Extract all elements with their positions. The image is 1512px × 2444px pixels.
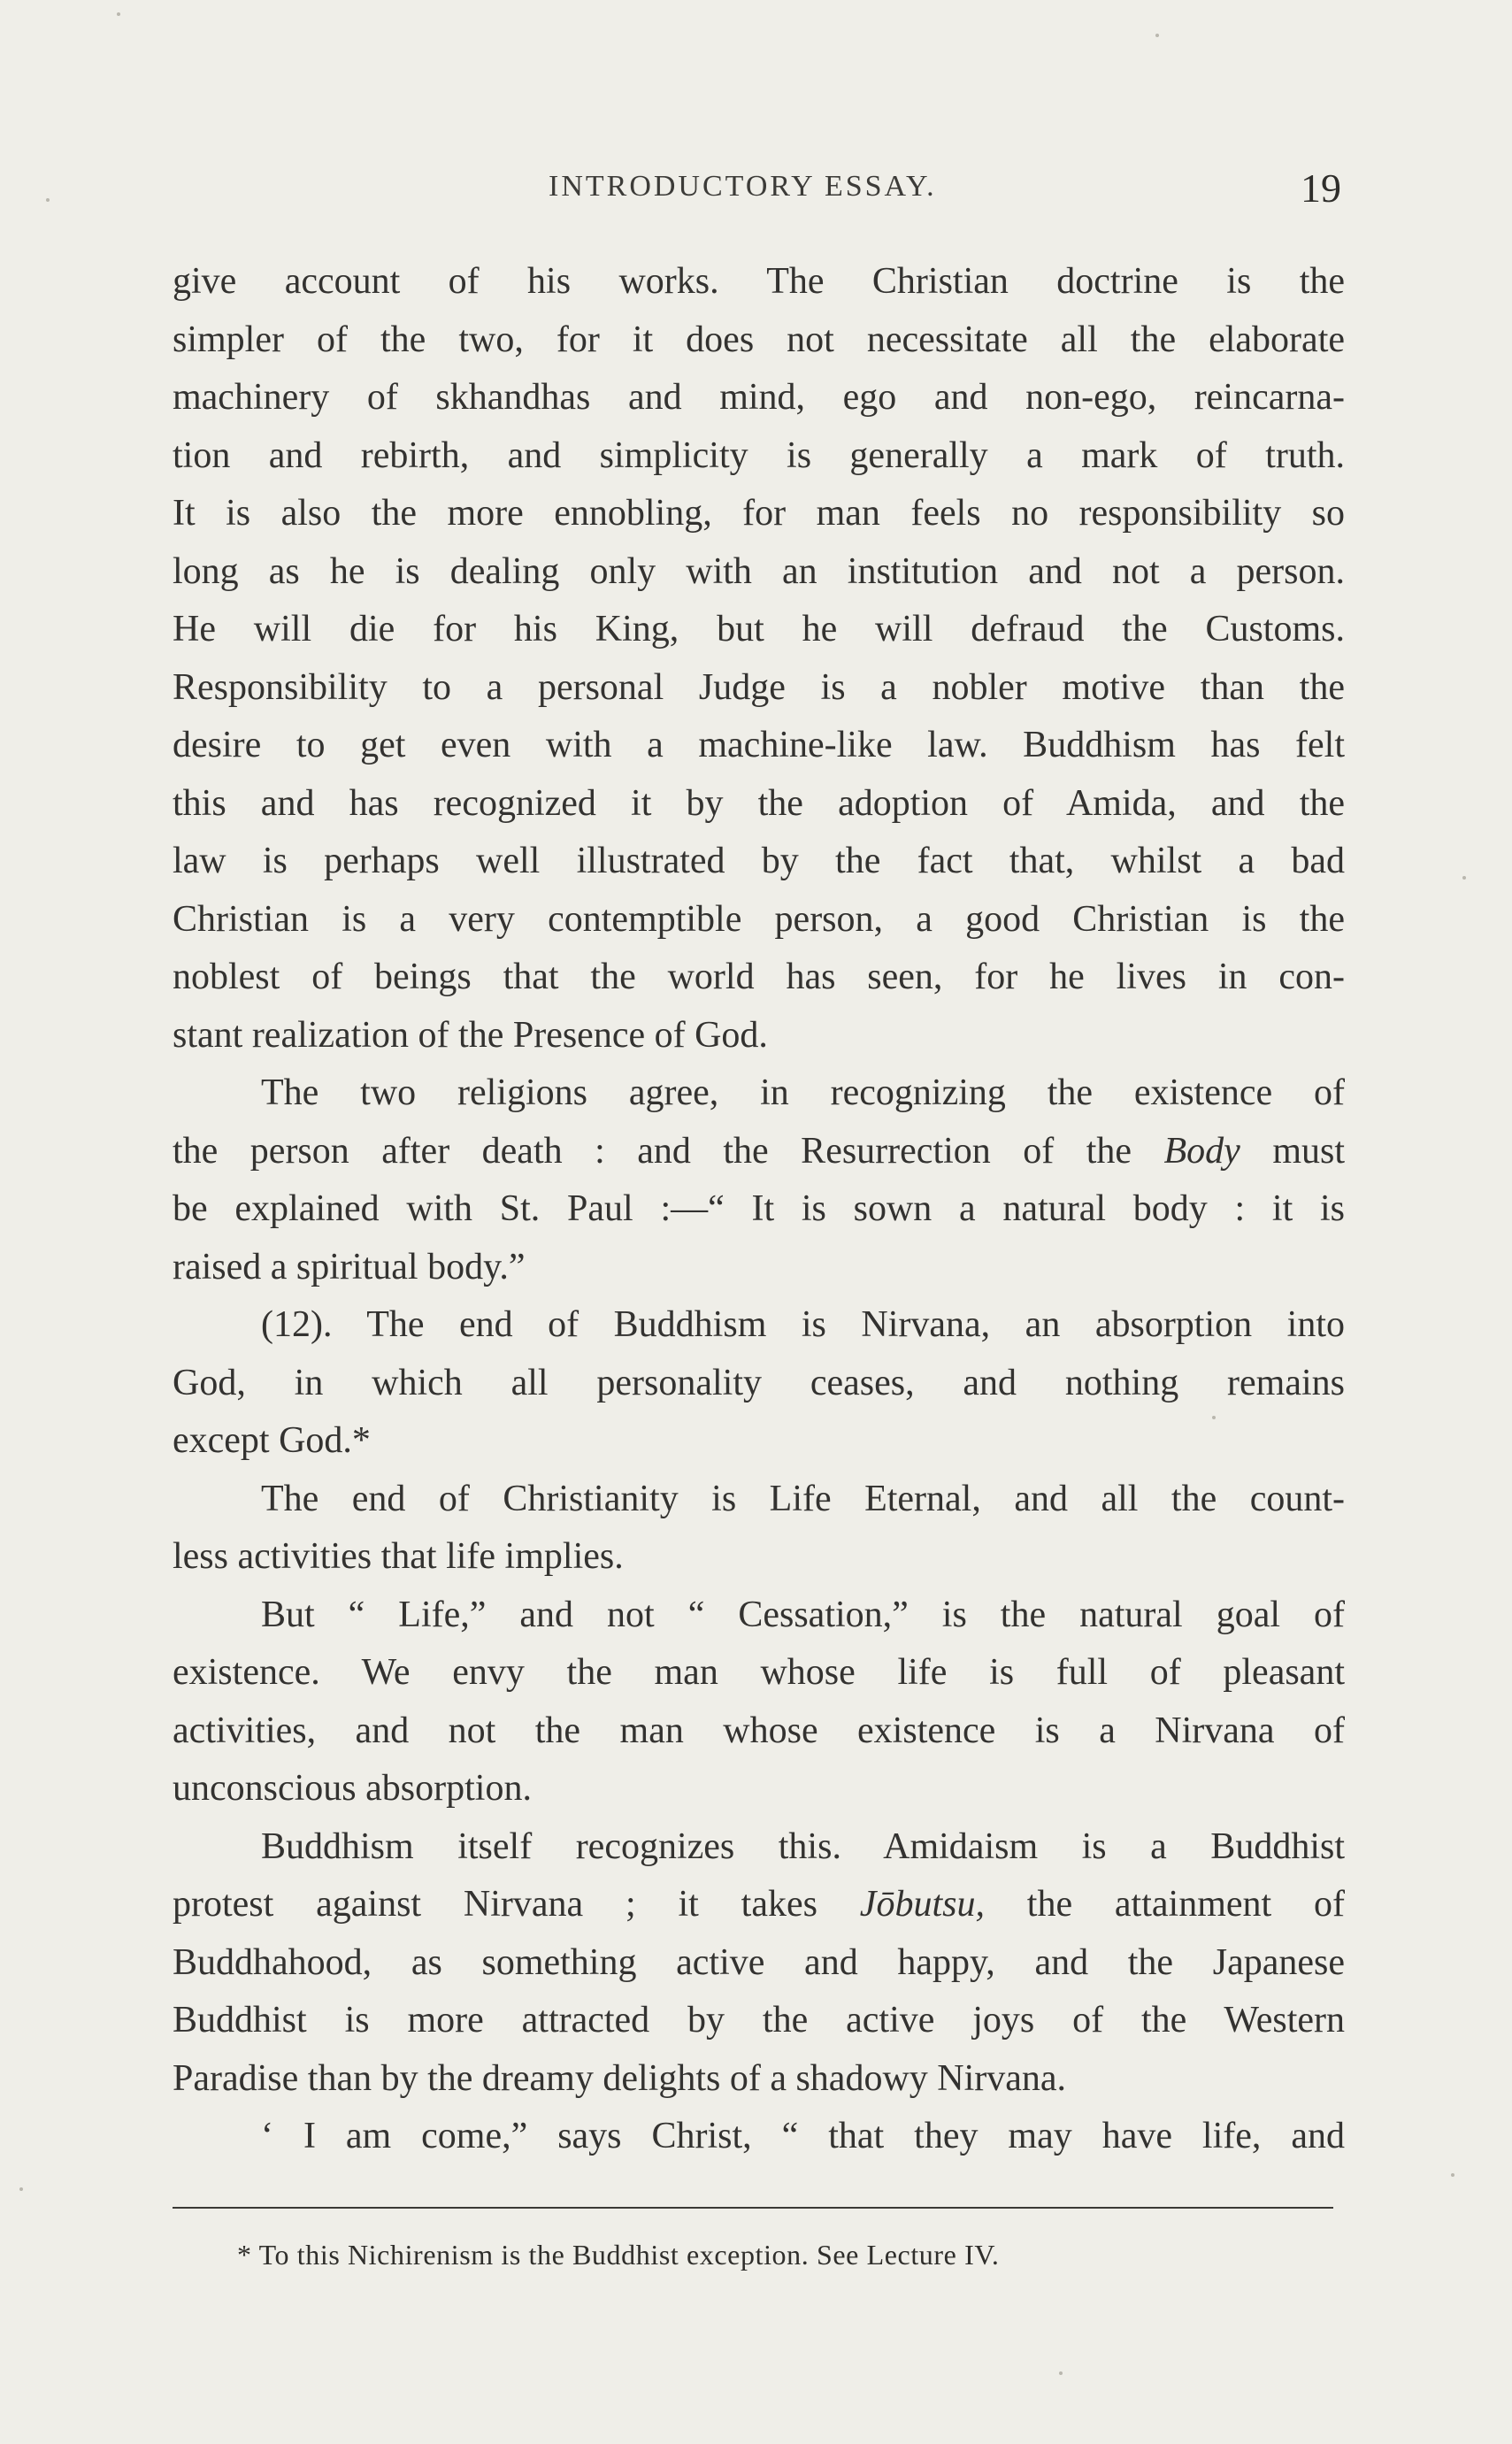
text-line: tion and rebirth, and simplicity is generally a mark of truth. xyxy=(173,434,1345,476)
text-line: activities, and not the man whose existence is a Nirvana of xyxy=(173,1710,1345,1751)
text-line: be explained with St. Paul :—“ It is sown a natural body : it is xyxy=(173,1188,1345,1229)
paper-speck xyxy=(19,2187,23,2191)
text-line: ‘ I am come,” says Christ, “ that they may have life, and xyxy=(261,2116,1345,2156)
text-line: He will die for his King, but he will defraud the Customs. xyxy=(173,609,1345,649)
italic-word: Jōbutsu, xyxy=(859,1884,985,1925)
text-line: long as he is dealing only with an institution and not a person. xyxy=(173,550,1345,592)
running-head: INTRODUCTORY ESSAY. xyxy=(549,170,937,203)
text-line: this and has recognized it by the adoption of Amida, and the xyxy=(173,782,1345,824)
text-line: raised a spiritual body.” xyxy=(173,1246,526,1287)
paper-speck xyxy=(117,12,120,16)
page-number: 19 xyxy=(1301,165,1341,211)
text-line: Buddhahood, as something active and happy, and the Japanese xyxy=(173,1941,1345,1983)
text-line: except God.* xyxy=(173,1420,371,1461)
text-line: existence. We envy the man whose life is full of pleasant xyxy=(173,1652,1345,1693)
text-line xyxy=(173,1123,1345,1181)
paper-speck xyxy=(46,198,50,202)
text-line: noblest of beings that the world has seen, for he lives in con- xyxy=(173,957,1345,997)
text-line: machinery of skhandhas and mind, ego and non-ego, reincarna- xyxy=(173,377,1345,418)
text-segment: the attainment of xyxy=(984,1884,1345,1925)
text-line: stant realization of the Presence of God. xyxy=(173,1014,768,1056)
text-line: simpler of the two, for it does not necessitate all the elaborate xyxy=(173,319,1345,360)
italic-word: Body xyxy=(1163,1130,1240,1172)
body-text xyxy=(173,253,1345,2166)
text-segment: protest against Nirvana ; it takes xyxy=(173,1884,860,1925)
text-line: Christian is a very contemptible person, a good Christian is the xyxy=(173,898,1345,940)
text-line: Buddhism itself recognizes this. Amidaism is a Buddhist xyxy=(261,1825,1345,1867)
text-line: Responsibility to a personal Judge is a nobler motive than the xyxy=(173,666,1345,708)
text-line: God, in which all personality ceases, and nothing remains xyxy=(173,1362,1345,1403)
text-line: (12). The end of Buddhism is Nirvana, an absorption into xyxy=(261,1304,1345,1345)
text-line: desire to get even with a machine-like law. Buddhism has felt xyxy=(173,725,1345,765)
text-line: But “ Life,” and not “ Cessation,” is the natural goal of xyxy=(261,1594,1345,1635)
text-line: The two religions agree, in recognizing the existence of xyxy=(261,1072,1345,1113)
paper-speck xyxy=(1155,34,1159,37)
paper-speck xyxy=(1059,2371,1063,2375)
footnote: * To this Nichirenism is the Buddhist exception. See Lecture IV. xyxy=(237,2239,1000,2271)
text-line: unconscious absorption. xyxy=(173,1768,532,1809)
footnote-rule xyxy=(173,2207,1333,2209)
text-line: Paradise than by the dreamy delights of a shadowy Nirvana. xyxy=(173,2057,1067,2099)
paper-speck xyxy=(1212,1416,1216,1419)
text-line: give account of his works. The Christian doctrine is the xyxy=(173,261,1345,302)
text-line: less activities that life implies. xyxy=(173,1536,624,1577)
paper-speck xyxy=(1451,2173,1454,2177)
text-line: law is perhaps well illustrated by the fact that, whilst a bad xyxy=(173,841,1345,881)
text-line: The end of Christianity is Life Eternal, and all the count- xyxy=(261,1478,1345,1519)
text-line: Buddhist is more attracted by the active joys of the Western xyxy=(173,2000,1345,2041)
paper-speck xyxy=(1462,876,1466,880)
text-segment: must xyxy=(1240,1130,1345,1172)
text-segment: the person after death : and the Resurrection of the xyxy=(173,1130,1164,1172)
text-line: It is also the more ennobling, for man feels no responsibility so xyxy=(173,493,1345,534)
text-line xyxy=(173,1876,1345,1934)
